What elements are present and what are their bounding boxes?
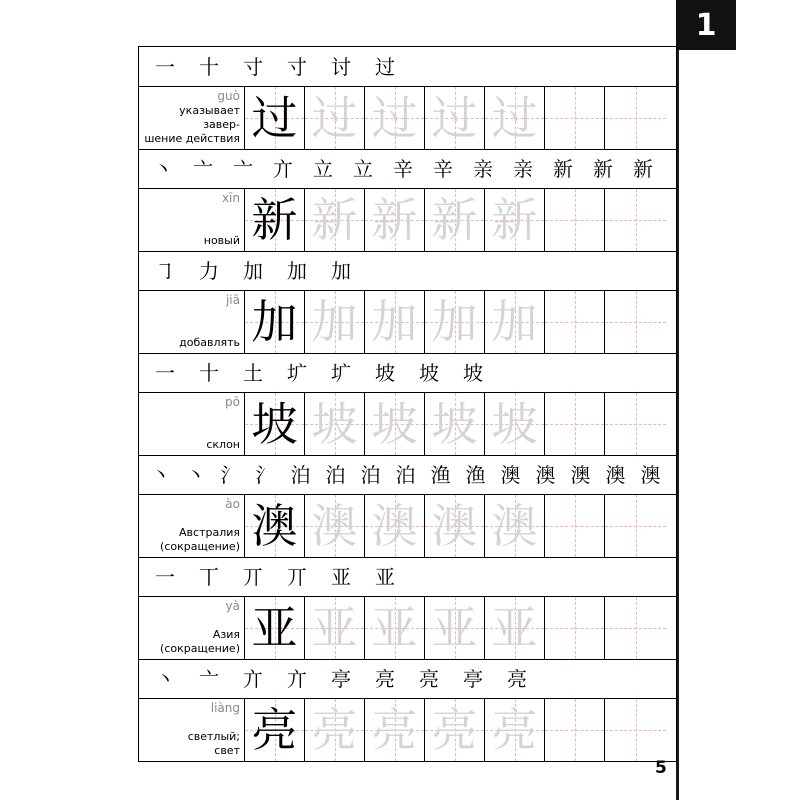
trace-cell[interactable] bbox=[425, 495, 485, 557]
practice-cell[interactable] bbox=[545, 87, 605, 149]
pinyin: pō bbox=[225, 395, 240, 409]
trace-cell[interactable] bbox=[485, 597, 545, 659]
character-row bbox=[139, 87, 676, 150]
model-character-cell bbox=[245, 495, 305, 557]
trace-cell[interactable] bbox=[365, 291, 425, 353]
trace-cell[interactable] bbox=[365, 597, 425, 659]
stroke-order-row bbox=[139, 456, 676, 495]
stroke-order-row bbox=[139, 150, 676, 189]
character-row bbox=[139, 699, 676, 762]
trace-character: 澳 bbox=[431, 499, 478, 553]
stroke-step: 圹 bbox=[287, 361, 307, 385]
guide-line bbox=[605, 628, 666, 629]
stroke-step: 坡 bbox=[375, 361, 395, 385]
character-row bbox=[139, 597, 676, 660]
trace-cell[interactable] bbox=[365, 393, 425, 455]
pinyin: liàng bbox=[210, 701, 240, 715]
stroke-step: 讨 bbox=[331, 54, 351, 79]
trace-cell[interactable] bbox=[305, 597, 365, 659]
trace-cell[interactable] bbox=[425, 597, 485, 659]
meaning bbox=[139, 104, 240, 146]
practice-cell[interactable] bbox=[605, 597, 666, 659]
trace-character: 亮 bbox=[311, 703, 358, 757]
meaning bbox=[204, 234, 240, 248]
character-info bbox=[139, 597, 245, 659]
meaning-line: добавлять bbox=[179, 336, 240, 349]
pinyin: ào bbox=[225, 497, 240, 511]
pinyin: yà bbox=[225, 599, 240, 613]
stroke-step: 澳 bbox=[535, 463, 556, 487]
stroke-step: 新 bbox=[633, 157, 653, 181]
stroke-step: 亮 bbox=[419, 667, 439, 691]
stroke-step: 一 bbox=[155, 361, 175, 385]
trace-character: 亮 bbox=[431, 703, 478, 757]
guide-line bbox=[605, 730, 666, 731]
trace-character: 亚 bbox=[431, 601, 478, 655]
stroke-step: 新 bbox=[553, 157, 573, 181]
stroke-step: 加 bbox=[287, 259, 307, 283]
stroke-sequence bbox=[143, 354, 495, 392]
meaning bbox=[179, 336, 240, 350]
model-character-cell bbox=[245, 597, 305, 659]
model-character: 澳 bbox=[251, 499, 298, 553]
stroke-step: 泊 bbox=[290, 463, 311, 487]
model-character: 新 bbox=[251, 193, 298, 247]
model-character-cell bbox=[245, 87, 305, 149]
stroke-step: 泊 bbox=[325, 463, 346, 487]
practice-cell[interactable] bbox=[605, 699, 666, 761]
stroke-step: 亣 bbox=[287, 667, 307, 691]
stroke-step: 澳 bbox=[605, 463, 626, 487]
stroke-step: 亲 bbox=[473, 157, 493, 181]
meaning-line: свет bbox=[214, 744, 240, 757]
stroke-step: 坡 bbox=[463, 361, 483, 385]
character-info bbox=[139, 87, 245, 149]
stroke-step: 亚 bbox=[331, 565, 351, 589]
stroke-order-row bbox=[139, 558, 676, 597]
trace-cell[interactable] bbox=[485, 291, 545, 353]
stroke-step: 寸 bbox=[287, 54, 307, 79]
meaning-line: шение действия bbox=[144, 132, 240, 145]
trace-character: 坡 bbox=[311, 397, 358, 451]
meaning-line: Австралия bbox=[179, 526, 240, 539]
practice-cell[interactable] bbox=[605, 393, 666, 455]
trace-character: 坡 bbox=[491, 397, 538, 451]
stroke-step: 一 bbox=[155, 565, 175, 589]
guide-line bbox=[545, 424, 604, 425]
stroke-step: 立 bbox=[353, 157, 373, 181]
guide-line bbox=[605, 322, 666, 323]
page-number: 5 bbox=[655, 758, 667, 778]
model-character: 坡 bbox=[251, 397, 298, 451]
trace-character: 加 bbox=[311, 295, 358, 349]
stroke-step: 十 bbox=[199, 54, 219, 79]
stroke-step: 澳 bbox=[640, 463, 661, 487]
practice-sheet bbox=[138, 46, 677, 762]
meaning-line: новый bbox=[203, 234, 240, 247]
stroke-step: 土 bbox=[243, 361, 263, 385]
trace-cell[interactable] bbox=[365, 189, 425, 251]
stroke-step: 亠 bbox=[193, 157, 213, 181]
trace-cell[interactable] bbox=[485, 189, 545, 251]
practice-cell[interactable] bbox=[545, 495, 605, 557]
stroke-step: 丌 bbox=[287, 565, 307, 589]
stroke-step: 加 bbox=[243, 259, 263, 283]
stroke-step: 辛 bbox=[433, 157, 453, 181]
trace-character: 新 bbox=[371, 193, 418, 247]
trace-character: 过 bbox=[311, 91, 358, 145]
meaning-line: Азия bbox=[212, 628, 240, 641]
stroke-sequence bbox=[143, 47, 407, 86]
trace-cell[interactable] bbox=[425, 87, 485, 149]
practice-cell[interactable] bbox=[605, 291, 666, 353]
meaning bbox=[188, 730, 240, 758]
model-character: 加 bbox=[251, 295, 298, 349]
stroke-sequence bbox=[143, 150, 663, 188]
meaning-line: указывает завер- bbox=[179, 104, 240, 131]
trace-cell[interactable] bbox=[485, 87, 545, 149]
pinyin: guò bbox=[217, 89, 240, 103]
practice-cell[interactable] bbox=[545, 393, 605, 455]
trace-character: 加 bbox=[431, 295, 478, 349]
meaning bbox=[206, 438, 240, 452]
stroke-step: 澳 bbox=[500, 463, 521, 487]
trace-character: 过 bbox=[491, 91, 538, 145]
trace-character: 新 bbox=[491, 193, 538, 247]
stroke-sequence bbox=[143, 252, 363, 290]
stroke-step: 辛 bbox=[393, 157, 413, 181]
trace-cell[interactable] bbox=[425, 699, 485, 761]
trace-cell[interactable] bbox=[305, 189, 365, 251]
stroke-step: 泊 bbox=[360, 463, 381, 487]
practice-cell[interactable] bbox=[545, 699, 605, 761]
stroke-step: 氵 bbox=[220, 463, 241, 487]
practice-cell[interactable] bbox=[545, 291, 605, 353]
stroke-step: 丶 bbox=[155, 667, 175, 691]
guide-line bbox=[605, 220, 666, 221]
stroke-order-row bbox=[139, 47, 676, 87]
stroke-step: 澳 bbox=[570, 463, 591, 487]
stroke-step: 亚 bbox=[375, 565, 395, 589]
stroke-step: 丅 bbox=[199, 565, 219, 589]
stroke-step: 寸 bbox=[243, 54, 263, 79]
character-info bbox=[139, 291, 245, 353]
stroke-step: 过 bbox=[375, 54, 395, 79]
model-character-cell bbox=[245, 393, 305, 455]
guide-line bbox=[545, 118, 604, 119]
pinyin: xīn bbox=[221, 191, 240, 205]
character-row bbox=[139, 291, 676, 354]
model-character: 亮 bbox=[251, 703, 298, 757]
trace-character: 亚 bbox=[491, 601, 538, 655]
guide-line bbox=[545, 322, 604, 323]
stroke-step: 渔 bbox=[430, 463, 451, 487]
character-row bbox=[139, 189, 676, 252]
stroke-step: 亮 bbox=[375, 667, 395, 691]
trace-character: 澳 bbox=[371, 499, 418, 553]
trace-character: 澳 bbox=[491, 499, 538, 553]
trace-cell[interactable] bbox=[305, 87, 365, 149]
stroke-step: 亭 bbox=[331, 667, 351, 691]
meaning-line: склон bbox=[206, 438, 240, 451]
trace-cell[interactable] bbox=[305, 393, 365, 455]
meaning-line: светлый; bbox=[187, 730, 240, 743]
model-character-cell bbox=[245, 291, 305, 353]
trace-character: 亮 bbox=[371, 703, 418, 757]
stroke-step: 新 bbox=[593, 157, 613, 181]
guide-line bbox=[545, 730, 604, 731]
stroke-step: 泊 bbox=[395, 463, 416, 487]
trace-character: 澳 bbox=[311, 499, 358, 553]
stroke-step: 亭 bbox=[463, 667, 483, 691]
trace-character: 过 bbox=[431, 91, 478, 145]
model-character-cell bbox=[245, 699, 305, 761]
stroke-step: 十 bbox=[199, 361, 219, 385]
stroke-step: 亣 bbox=[243, 667, 263, 691]
guide-line bbox=[605, 118, 666, 119]
stroke-sequence bbox=[143, 456, 668, 494]
stroke-step: 丶 bbox=[153, 157, 173, 181]
practice-cell[interactable] bbox=[605, 87, 666, 149]
character-row bbox=[139, 393, 676, 456]
model-character-cell bbox=[245, 189, 305, 251]
stroke-step: 丌 bbox=[243, 565, 263, 589]
stroke-step: 加 bbox=[331, 259, 351, 283]
stroke-step: 一 bbox=[155, 54, 175, 79]
trace-character: 加 bbox=[371, 295, 418, 349]
character-row bbox=[139, 495, 676, 558]
guide-line bbox=[545, 220, 604, 221]
character-info bbox=[139, 495, 245, 557]
stroke-sequence bbox=[143, 558, 407, 596]
stroke-step: ㇆ bbox=[155, 259, 175, 283]
trace-cell[interactable] bbox=[485, 495, 545, 557]
meaning bbox=[160, 628, 240, 656]
trace-character: 亚 bbox=[311, 601, 358, 655]
meaning-line: (сокращение) bbox=[160, 540, 240, 553]
practice-cell[interactable] bbox=[545, 597, 605, 659]
trace-cell[interactable] bbox=[305, 495, 365, 557]
trace-character: 亮 bbox=[491, 703, 538, 757]
stroke-step: 亣 bbox=[273, 157, 293, 181]
guide-line bbox=[605, 424, 666, 425]
trace-cell[interactable] bbox=[305, 291, 365, 353]
trace-cell[interactable] bbox=[365, 495, 425, 557]
trace-character: 坡 bbox=[371, 397, 418, 451]
meaning-line: (сокращение) bbox=[160, 642, 240, 655]
guide-line bbox=[605, 526, 666, 527]
guide-line bbox=[545, 526, 604, 527]
trace-cell[interactable] bbox=[485, 699, 545, 761]
stroke-step: 丶 bbox=[150, 463, 171, 487]
stroke-order-row bbox=[139, 354, 676, 393]
lesson-number-tab: 1 bbox=[676, 0, 736, 50]
stroke-order-row bbox=[139, 252, 676, 291]
stroke-step: 渔 bbox=[465, 463, 486, 487]
character-info bbox=[139, 699, 245, 761]
trace-cell[interactable] bbox=[485, 393, 545, 455]
stroke-order-row bbox=[139, 660, 676, 699]
stroke-step: 圹 bbox=[331, 361, 351, 385]
stroke-step: 亠 bbox=[199, 667, 219, 691]
trace-cell[interactable] bbox=[365, 87, 425, 149]
trace-character: 亚 bbox=[371, 601, 418, 655]
character-info bbox=[139, 189, 245, 251]
model-character: 亚 bbox=[251, 601, 298, 655]
trace-character: 坡 bbox=[431, 397, 478, 451]
trace-character: 过 bbox=[371, 91, 418, 145]
stroke-step: 亲 bbox=[513, 157, 533, 181]
guide-line bbox=[545, 628, 604, 629]
stroke-step: 亠 bbox=[233, 157, 253, 181]
stroke-step: 丶 bbox=[185, 463, 206, 487]
stroke-sequence bbox=[143, 660, 539, 698]
pinyin: jiā bbox=[225, 293, 240, 307]
trace-character: 加 bbox=[491, 295, 538, 349]
model-character: 过 bbox=[251, 91, 298, 145]
trace-cell[interactable] bbox=[305, 699, 365, 761]
stroke-step: 氵 bbox=[255, 463, 276, 487]
trace-cell[interactable] bbox=[425, 189, 485, 251]
character-info bbox=[139, 393, 245, 455]
stroke-step: 力 bbox=[199, 259, 219, 283]
stroke-step: 坡 bbox=[419, 361, 439, 385]
stroke-step: 立 bbox=[313, 157, 333, 181]
practice-cell[interactable] bbox=[605, 189, 666, 251]
practice-cell[interactable] bbox=[605, 495, 666, 557]
trace-cell[interactable] bbox=[425, 393, 485, 455]
trace-cell[interactable] bbox=[365, 699, 425, 761]
stroke-step: 亮 bbox=[507, 667, 527, 691]
trace-cell[interactable] bbox=[425, 291, 485, 353]
practice-cell[interactable] bbox=[545, 189, 605, 251]
meaning bbox=[160, 526, 240, 554]
trace-character: 新 bbox=[431, 193, 478, 247]
trace-character: 新 bbox=[311, 193, 358, 247]
